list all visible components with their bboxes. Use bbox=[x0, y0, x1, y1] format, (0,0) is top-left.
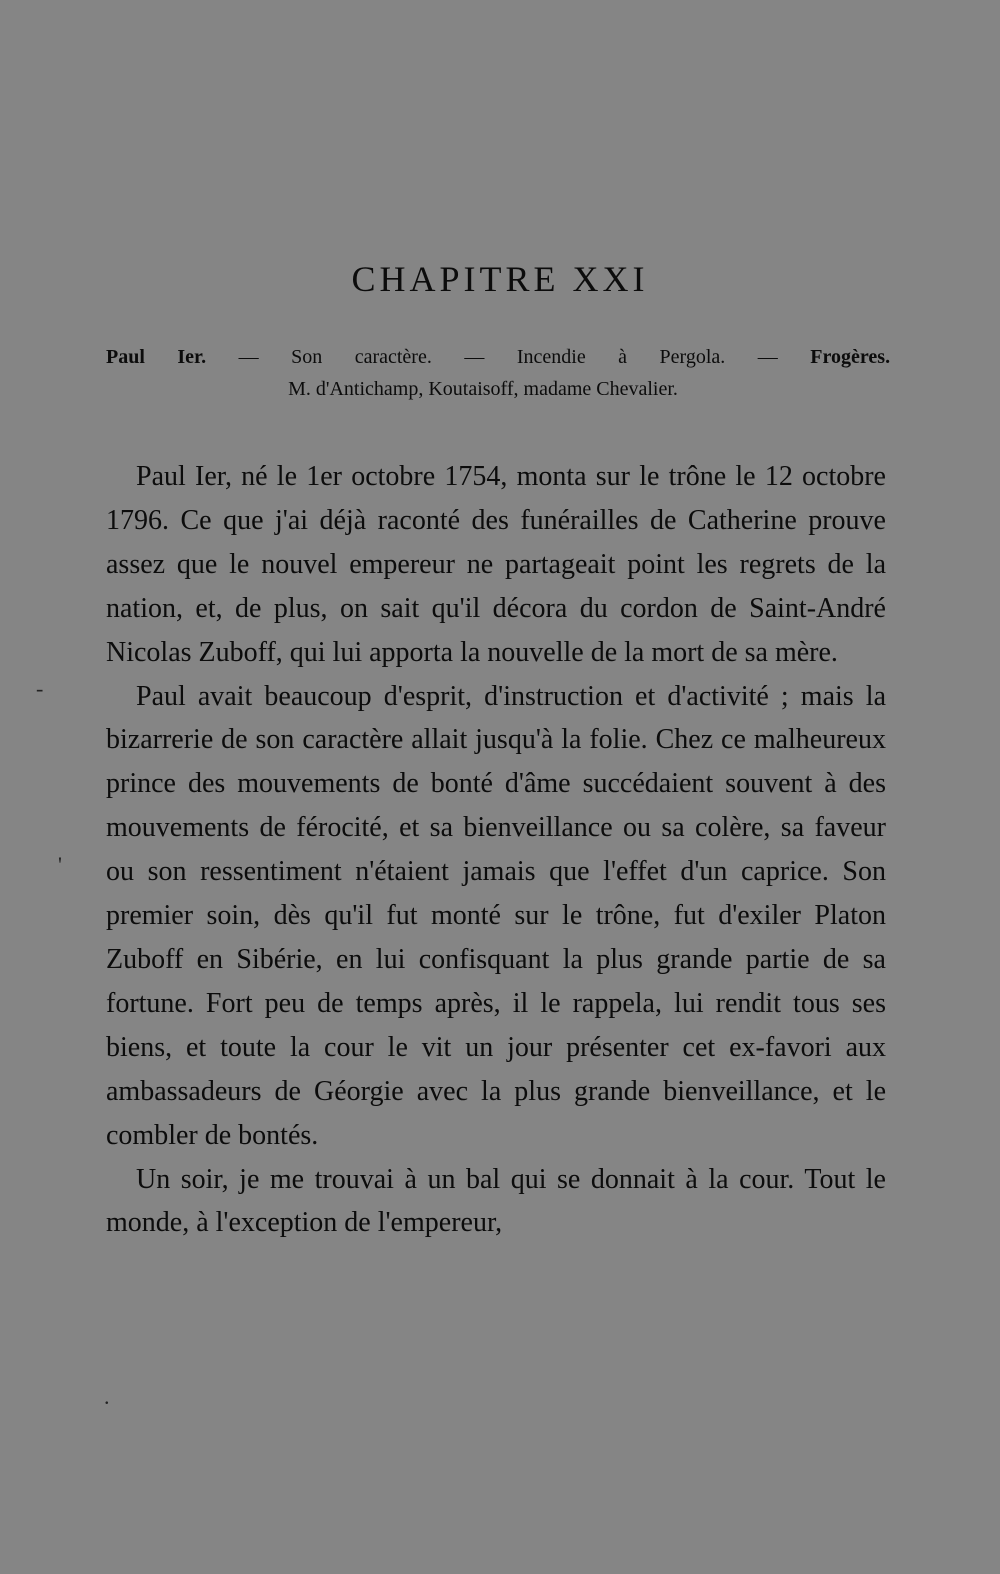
summary-separator: — bbox=[757, 346, 778, 368]
chapter-title: CHAPITRE XXI bbox=[351, 259, 649, 299]
summary-line-2 bbox=[106, 373, 890, 405]
summary-item: Incendie à Pergola. bbox=[516, 346, 726, 368]
chapter-summary bbox=[106, 341, 890, 405]
summary-item: Frogères. bbox=[810, 346, 891, 368]
summary-item: Paul Ier. bbox=[106, 346, 207, 368]
margin-tick-mark: ' bbox=[58, 852, 62, 877]
paragraph: Un soir, je me trouvai à un bal qui se donnait à la cour. Tout le monde, à l'exception de l'empereur, bbox=[106, 1163, 886, 1239]
body-text bbox=[106, 455, 886, 1245]
summary-separator: — bbox=[238, 346, 259, 368]
summary-item: Son caractère. bbox=[291, 346, 432, 368]
margin-dot-mark: . bbox=[104, 1384, 110, 1409]
summary-item: M. d'Antichamp, Koutaisoff, madame Chevalier. bbox=[288, 378, 678, 400]
paragraph: Paul avait beaucoup d'esprit, d'instruction et d'activité ; mais la bizarrerie de son caractère allait jusqu'à la folie. Chez ce malheureux prince des mouvements de bonté d'âme succédaient souvent à des mouvements de férocité, et sa bienveillance ou sa colère, sa faveur ou son ressentiment n'étaient jamais que l'effet d'un caprice. Son premier soin, dès qu'il fut monté sur le trône, fut d'exiler Platon Zuboff en Sibérie, en lui confisquant la plus grande partie de sa fortune. Fort peu de temps après, il le rappela, lui rendit tous ses biens, et toute la cour le vit un jour présenter cet ex-favori aux ambassadeurs de Géorgie avec la plus grande bienveillance, et le combler de bontés. bbox=[106, 680, 886, 1151]
paragraph: Paul Ier, né le 1er octobre 1754, monta sur le trône le 12 octobre 1796. Ce que j'ai déjà raconté des funérailles de Catherine prouve assez que le nouvel empereur ne partageait point les regrets de la nation, et, de plus, on sait qu'il décora du cordon de Saint-André Nicolas Zuboff, qui lui apporta la nouvelle de la mort de sa mère. bbox=[106, 461, 886, 668]
margin-tick-mark: - bbox=[36, 676, 44, 701]
summary-line-1 bbox=[106, 341, 890, 373]
summary-separator: — bbox=[464, 346, 485, 368]
